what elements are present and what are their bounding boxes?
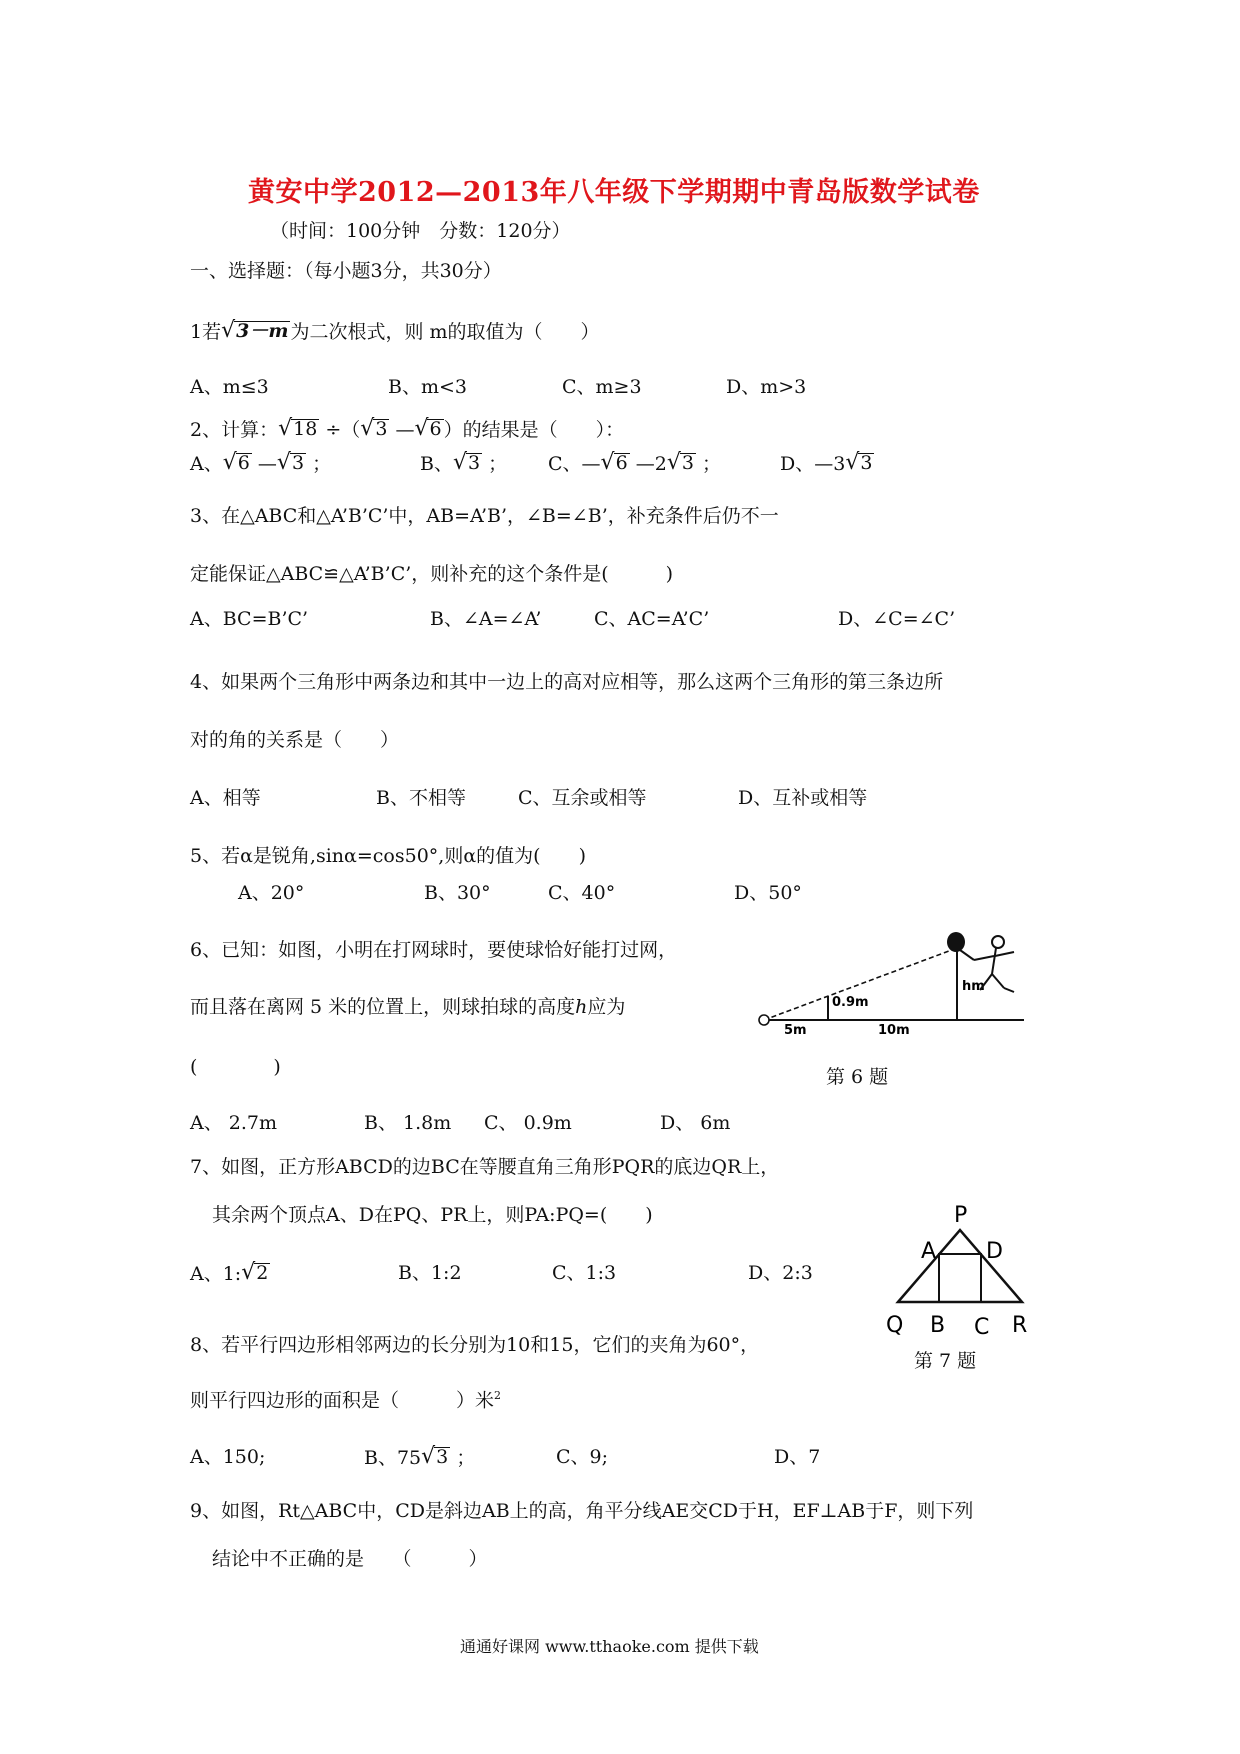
label-10m: 10m xyxy=(878,1023,910,1038)
q6-option-b: B、 1.8m xyxy=(364,1112,452,1134)
label-5m: 5m xyxy=(784,1023,807,1038)
q2-c-mid: —2 xyxy=(635,453,667,475)
q2-div: ÷（ xyxy=(325,419,361,441)
q2-r3: 3 xyxy=(375,418,388,441)
label-b: B xyxy=(930,1313,946,1338)
racket-icon xyxy=(947,932,965,952)
q7-option-a xyxy=(190,1262,270,1284)
q3-option-a: A、BC=B’C’ xyxy=(190,608,309,630)
sqrt-3: √ 3 xyxy=(845,450,873,475)
q2-c-post: ； xyxy=(701,453,721,475)
q2-suffix: ）的结果是（ ）： xyxy=(443,419,625,441)
q8-b-post: ； xyxy=(456,1447,476,1469)
q2-r6: 6 xyxy=(429,418,442,441)
q7-line-1: 7、如图，正方形ABCD的边BC在等腰直角三角形PQR的底边QR上， xyxy=(190,1156,780,1178)
q2-a-pre: A、 xyxy=(190,453,223,475)
label-h: hm xyxy=(962,979,985,994)
sqrt-6: √ 6 xyxy=(414,416,442,441)
q2-option-c xyxy=(548,452,721,474)
q7-a-r2: 2 xyxy=(256,1262,269,1285)
q3-option-b: B、∠A=∠A’ xyxy=(430,608,542,630)
q4-line-1: 4、如果两个三角形中两条边和其中一边上的高对应相等，那么这两个三角形的第三条边所 xyxy=(190,671,944,693)
label-d: D xyxy=(986,1239,1003,1264)
q1-option-d: D、m>3 xyxy=(726,376,807,398)
q3-option-d: D、∠C=∠C’ xyxy=(838,608,956,630)
sqrt-6: √ 6 xyxy=(222,450,250,475)
label-a: A xyxy=(921,1239,937,1264)
q1-prefix: 1若 xyxy=(190,321,222,343)
q4-option-d: D、互补或相等 xyxy=(738,787,868,809)
q9-line-1: 9、如图，Rt△ABC中，CD是斜边AB上的高，角平分线AE交CD于H，EF⊥AB于F，则下列 xyxy=(190,1500,974,1522)
q6-line-2 xyxy=(190,998,625,1017)
label-c: C xyxy=(974,1315,990,1340)
square-abcd xyxy=(939,1254,981,1302)
q1-option-a: A、m≤3 xyxy=(190,376,269,398)
q2-option-d xyxy=(780,452,874,474)
q3-option-c: C、AC=A’C’ xyxy=(594,608,710,630)
q4-option-a: A、相等 xyxy=(190,787,261,809)
q2-a-r3: 3 xyxy=(291,452,305,475)
q2-c-r3: 3 xyxy=(681,452,694,475)
triangle-square-figure xyxy=(878,1192,1038,1342)
sqrt-6: √ 6 xyxy=(600,450,628,475)
label-p: P xyxy=(954,1203,968,1228)
q2-a-mid: — xyxy=(257,453,277,475)
q8-option-b xyxy=(364,1446,475,1468)
section-heading: 一、选择题：（每小题3分，共30分） xyxy=(190,260,502,282)
q2-c-pre: C、— xyxy=(548,453,601,475)
q8-line-1: 8、若平行四边形相邻两边的长分别为10和15，它们的夹角为60°， xyxy=(190,1334,760,1356)
label-q: Q xyxy=(886,1313,904,1338)
sqrt-18: √ 18 xyxy=(278,416,318,441)
q9-line-2: 结论中不正确的是 （ ） xyxy=(212,1548,488,1570)
sqrt-expression: √ 3－m xyxy=(221,318,289,343)
q1-suffix: 为二次根式，则 m的取值为（ ） xyxy=(290,321,600,343)
question-1 xyxy=(190,320,600,342)
q2-b-post: ； xyxy=(488,453,508,475)
q6-option-a: A、 2.7m xyxy=(190,1112,277,1134)
q8-option-c: C、9; xyxy=(556,1446,609,1468)
q7-option-d: D、2:3 xyxy=(748,1262,813,1284)
exam-info: （时间：100分钟 分数：120分） xyxy=(270,220,571,242)
q1-option-c: C、m≥3 xyxy=(562,376,642,398)
q8-option-a: A、150; xyxy=(190,1446,266,1468)
sqrt-3: √ 3 xyxy=(666,450,694,475)
q8-b-r3: 3 xyxy=(436,1446,449,1469)
q2-d-r3: 3 xyxy=(860,452,873,475)
q8-superscript: 2 xyxy=(494,1389,502,1402)
racket-handle xyxy=(960,950,974,960)
q2-a-r6: 6 xyxy=(237,452,250,475)
ball-icon xyxy=(759,1015,769,1025)
q4-line-2: 对的角的关系是（ ） xyxy=(190,729,400,751)
label-net-height: 0.9m xyxy=(832,995,869,1010)
figure-7-caption: 第 7 题 xyxy=(914,1350,977,1372)
q4-option-b: B、不相等 xyxy=(376,787,466,809)
q6-line-2-post: 应为 xyxy=(587,996,626,1018)
q5-option-a: A、20° xyxy=(238,882,305,904)
q7-option-b: B、1:2 xyxy=(398,1262,462,1284)
q5-option-b: B、30° xyxy=(424,882,491,904)
q2-b-pre: B、 xyxy=(420,453,453,475)
q6-line-2-pre: 而且落在离网 5 米的位置上，则球拍球的高度 xyxy=(190,996,576,1018)
q2-prefix: 2、计算： xyxy=(190,419,279,441)
sqrt-3: √ 3 xyxy=(360,416,388,441)
sqrt-2: √ 2 xyxy=(241,1260,269,1285)
q6-option-c: C、 0.9m xyxy=(484,1112,572,1134)
q7-line-2: 其余两个顶点A、D在PQ、PR上，则PA:PQ=( ) xyxy=(212,1204,653,1226)
sqrt-3: √ 3 xyxy=(421,1444,449,1469)
q2-option-b xyxy=(420,452,507,474)
q5-option-c: C、40° xyxy=(548,882,616,904)
q2-r18: 18 xyxy=(293,418,318,441)
q6-h-variable: h xyxy=(575,996,588,1018)
q2-minus: — xyxy=(395,419,415,441)
q2-option-a xyxy=(190,452,331,474)
q6-line-1: 6、已知：如图，小明在打网球时，要使球恰好能打过网， xyxy=(190,939,678,961)
q2-c-r6: 6 xyxy=(615,452,628,475)
q2-b-r3: 3 xyxy=(468,452,481,475)
tennis-figure xyxy=(752,930,1052,1040)
q1-radicand: 3－m xyxy=(236,320,289,343)
page-footer: 通通好课网 www.tthaoke.com 提供下载 xyxy=(460,1637,759,1656)
label-r: R xyxy=(1012,1313,1028,1338)
q2-a-post: ； xyxy=(312,453,332,475)
q3-line-2: 定能保证△ABC≌△A’B’C’，则补充的这个条件是( ) xyxy=(190,563,674,585)
q7-option-c: C、1:3 xyxy=(552,1262,617,1284)
q6-line-3: ( ) xyxy=(190,1056,281,1078)
q4-option-c: C、互余或相等 xyxy=(518,787,647,809)
figure-6-caption: 第 6 题 xyxy=(826,1066,889,1088)
q2-d-pre: D、—3 xyxy=(780,453,846,475)
page-title: 黄安中学2012—2013年八年级下学期期中青岛版数学试卷 xyxy=(248,177,980,208)
question-2 xyxy=(190,418,624,440)
q6-option-d: D、 6m xyxy=(660,1112,731,1134)
sqrt-3: √ 3 xyxy=(452,450,481,475)
q7-a-pre: A、1: xyxy=(190,1263,242,1285)
sqrt-3: √ 3 xyxy=(276,450,305,475)
q5-line-1: 5、若α是锐角,sinα=cos50°,则α的值为( ) xyxy=(190,845,586,867)
q3-line-1: 3、在△ABC和△A’B’C’中，AB=A’B’，∠B=∠B’，补充条件后仍不一 xyxy=(190,505,779,527)
q5-option-d: D、50° xyxy=(734,882,802,904)
q8-line-2-text: 则平行四边形的面积是（ ）米 xyxy=(190,1389,495,1412)
q8-b-pre: B、75 xyxy=(364,1447,422,1469)
q8-line-2 xyxy=(190,1390,501,1410)
triangle-pqr xyxy=(898,1230,1022,1302)
q1-option-b: B、m<3 xyxy=(388,376,467,398)
q8-option-d: D、7 xyxy=(774,1446,821,1468)
